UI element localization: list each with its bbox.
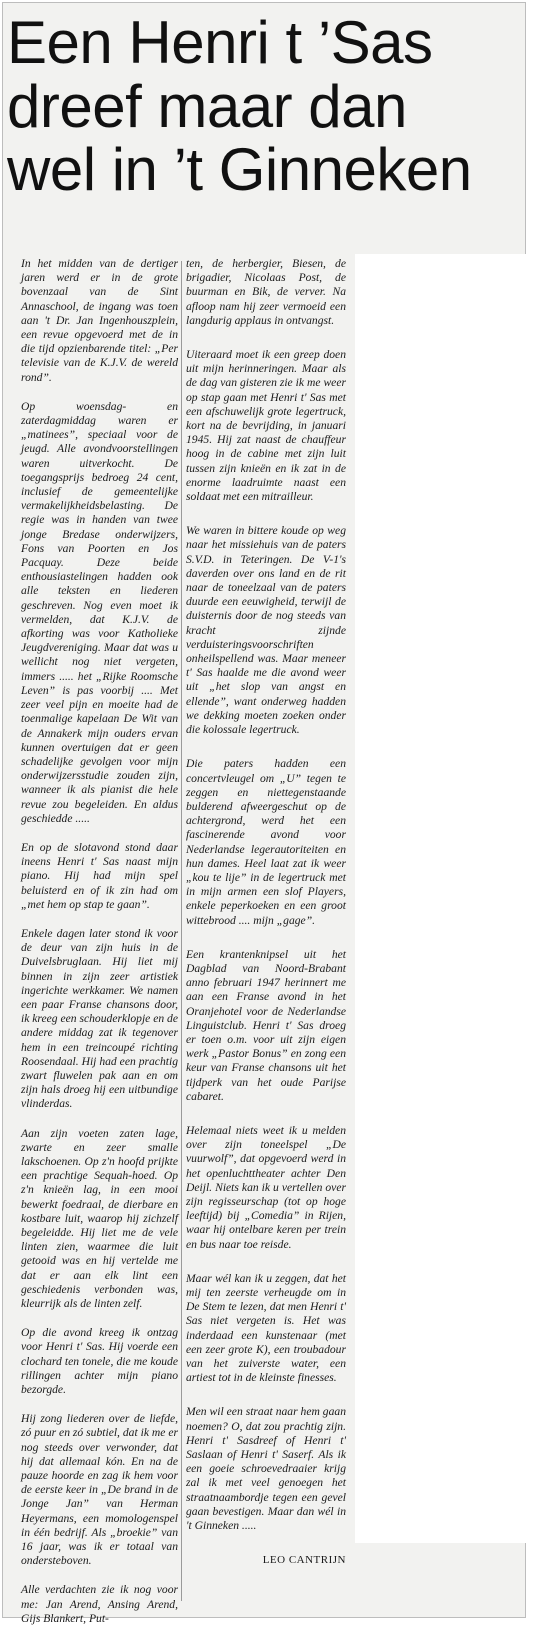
paragraph: En op de slotavond stond daar ineens Henri t' Sas naast mijn piano. Hij had mijn spel beluisterd en of ik zin had om „met hem op stap te gaan”. <box>21 840 178 911</box>
paragraph: Hij zong liederen over de liefde, zó puur en zó subtiel, dat ik me er nog steeds over verwonder, dat hij dat allemaal kón. En na de pauze hoorde en zag ik hem voor de eerste keer in „De brand in de Jonge Jan” van Herman Heyermans, een momologenspel in één bedrijf. Als „broekie” van 16 jaar, was ik er totaal van ondersteboven. <box>21 1412 178 1568</box>
paragraph: Maar wél kan ik u zeggen, dat het mij ten zeerste verheugde om in De Stem te lezen, dat men Henri t' Sas niet vergeten is. Het was inderdaad een kunstenaar (met een zeer grote K), een troubadour van het zuiverste water, een artiest tot in de kleinste finesses. <box>186 1271 346 1385</box>
paragraph: We waren in bittere koude op weg naar het missiehuis van de paters S.V.D. in Teteringen. De V-1's daverden over ons land en de rit naar de toneelzaal van de paters duurde een eeuwigheid, terwijl de duisternis door de nog steeds van kracht zijnde verduisteringsvoorschriften onheilspellend was. Maar meneer t' Sas haalde me die avond weer uit „het slop van angst en ellende”, want onderweg hadden we dekking moeten zoeken onder die kolossale legertruck. <box>186 524 346 737</box>
paragraph: Op woensdag- en zaterdagmiddag waren er „matinees”, speciaal voor de jeugd. Alle avondvoorstellingen waren uitverkocht. De toegangsprijs bedroeg 24 cent, inclusief de gemeentelijke vermakelijkheidsbelasting. De regie was in handen van twee jonge Bredase onderwijzers, Fons van Poorten en Jos Pacquay. Deze beide enthousiastelingen hadden ook alle teksten en liederen geschreven. Nog even moet ik vermelden, dat K.J.V. de afkorting was voor Katholieke Jeugdvereniging. Maar dat was u wellicht nog niet vergeten, immers ..... het „Rijke Roomsche Leven” is pas voorbij .... Met zeer veel pijn en moeite had de toenmalige kapelaan De Wit van de Annakerk mijn ouders ervan kunnen overtuigen dat er geen schadelijke gevolgen voor mijn onderwijzersstudie zouden zijn, wanneer ik als pianist die hele revue zou begeleiden. En aldus geschiedde ..... <box>21 399 178 825</box>
headline-line-3: wel in ’t Ginneken <box>7 136 472 204</box>
paragraph: ten, de herbergier, Biesen, de brigadier, Nicolaas Post, de buurman en Bik, de verver. Na afloop nam hij zeer vermoeid een langdurig applaus in ontvangst. <box>186 257 346 327</box>
newspaper-clipping <box>2 2 526 1625</box>
paragraph: Een krantenknipsel uit het Dagblad van Noord-Brabant anno februari 1947 herinnert me aan een Franse avond in het Oranjehotel voor de Nederlandse Linguistclub. Henri t' Sas droeg er toen o.m. voor uit zijn eigen werk „Pastor Bonus” en zong een keur van Franse chansons uit het tijdperk van het oude Parijse cabaret. <box>186 947 346 1103</box>
headline-line-1: Een Henri t ’Sas <box>7 9 433 76</box>
article-column-1 <box>21 257 178 1625</box>
paragraph: Op die avond kreeg ik ontzag voor Henri t' Sas. Hij voerde een clochard ten tonele, die me koude rillingen achter mijn piano bezorgde. <box>21 1326 178 1397</box>
paragraph: Enkele dagen later stond ik voor de deur van zijn huis in de Duivelsbruglaan. Hij liet mij binnen in zijn zeer artistiek ingerichte werkkamer. We namen een paar Franse chansons door, ik kreeg een schouderklopje en de andere middag zat ik tegenover hem in een treincoupé richting Roosendaal. Hij had een prachtig zwart fluwelen pak aan en om zijn hals droeg hij een uitbundige vlinderdas. <box>21 926 178 1111</box>
blank-scan-area <box>355 254 535 1543</box>
paragraph: Alle verdachten zie ik nog voor me: Jan Arend, Ansing Arend, Gijs Blankert, Put- <box>21 1583 178 1625</box>
column-divider <box>181 261 182 1601</box>
article-headline <box>7 11 527 202</box>
paragraph: Uiteraard moet ik een greep doen uit mijn herinneringen. Maar als de dag van gisteren zie ik me weer op stap gaan met Henri t' Sas met een afschuwelijk grote legertruck, kort na de bevrijding, in januari 1945. Hij zat naast de chauffeur hoog in de cabine met zijn luit tussen zijn knieën en ik zat in de enorme laadruimte naast een soldaat met een mitrailleur. <box>186 348 346 504</box>
author-byline: LEO CANTRIJN <box>262 1554 346 1567</box>
article-column-2 <box>186 257 346 1615</box>
paragraph: Helemaal niets weet ik u melden over zijn toneelspel „De vuurwolf”, dat opgevoerd werd in het openluchttheater achter Den Deijl. Niets kan ik u vertellen over zijn regisseurschap (tot op hoge leeftijd) bij „Comedia” in Rijen, waar hij ontelbare keren per trein en bus naar toe reisde. <box>186 1123 346 1251</box>
paragraph: In het midden van de dertiger jaren werd er in de grote bovenzaal van de Sint Annaschool, de ingang was toen aan 't Dr. Jan Ingenhouszplein, een revue opgevoerd met de in die tijd opzienbarende titel: „Per televisie van de K.J.V. de wereld rond”. <box>21 257 178 384</box>
paragraph: Die paters hadden een concertvleugel om „U” tegen te zeggen en niettegenstaande bulderend afweergeschut op de achtergrond, werd het een fascinerende avond voor Nederlandse legerautoriteiten en hun dames. Heel laat zat ik weer „kou te lije” in de legertruck met in mijn armen een slof Players, enkele peperkoeken en een groot wittebrood .... mijn „gage”. <box>186 757 346 927</box>
paragraph: Aan zijn voeten zaten lage, zwarte en zeer smalle lakschoenen. Op z'n hoofd prijkte een prachtige Sequah-hoed. Op z'n knieën lag, in een mooi bewerkt foedraal, de dierbare en kostbare luit, waarop hij zichzelf begeleidde. Hij liet me de vele linten zien, waarmee die luit getooid was en hij vertelde me dat er aan elk lint een geschiedenis verbonden was, kleurrijk als de linten zelf. <box>21 1126 178 1311</box>
paragraph: Men wil een straat naar hem gaan noemen? O, dat zou prachtig zijn. Henri t' Sasdreef of Henri t' Saslaan of Henri t' Saserf. Als ik een goeie schroevedraaier krijg zal ik met veel genoegen het straatnaambordje tegen een gevel gaan bevestigen. Maar dan wél in 't Ginneken ..... <box>186 1405 346 1533</box>
headline-line-2: dreef maar dan <box>7 72 407 140</box>
